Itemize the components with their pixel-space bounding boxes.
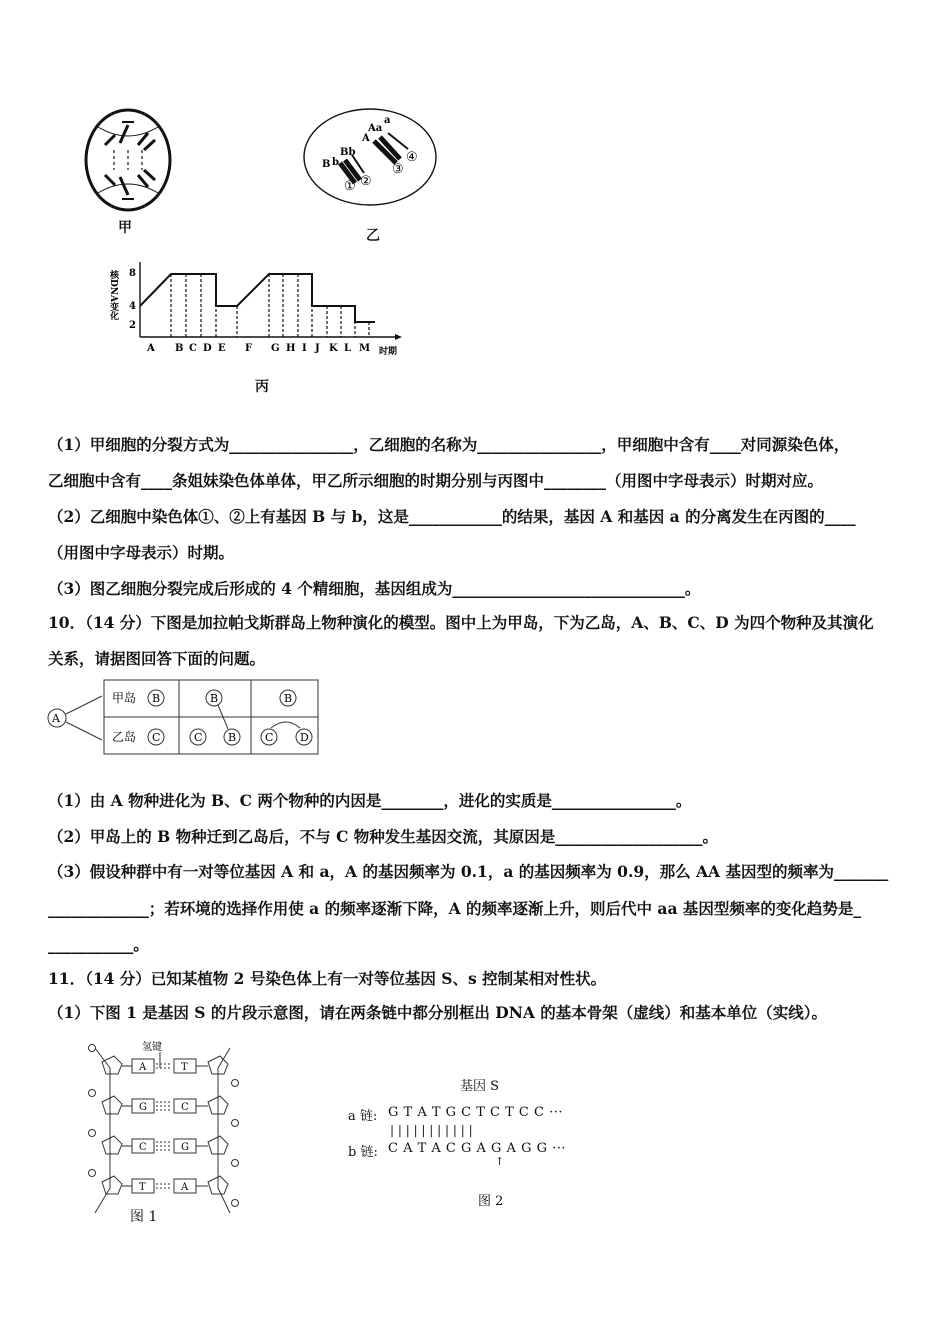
q10-line-2: 关系，请据图回答下面的问题。 bbox=[48, 649, 266, 668]
base-label: G bbox=[139, 1102, 147, 1113]
base-label: G bbox=[181, 1142, 189, 1153]
x-tick: G bbox=[271, 343, 280, 354]
x-tick: A bbox=[147, 343, 155, 354]
x-ticks bbox=[146, 343, 370, 354]
q10-line-3: （1）由 A 物种进化为 B、C 两个物种的内因是________，进化的实质是________________。 bbox=[48, 791, 692, 810]
base-label: T bbox=[139, 1182, 146, 1193]
island-diagram bbox=[42, 678, 322, 758]
figure-2-gene-s bbox=[340, 1075, 600, 1215]
chromosome-number: ② bbox=[360, 174, 372, 189]
q9-line-4: （用图中字母表示）时期。 bbox=[48, 543, 235, 562]
cell-jia-drawing bbox=[80, 105, 180, 215]
y-tick: 4 bbox=[129, 301, 136, 312]
x-tick: C bbox=[189, 343, 197, 354]
dna-graph bbox=[105, 262, 415, 367]
strand-b-label: b 链: bbox=[348, 1145, 378, 1160]
gene-label: Bb bbox=[340, 147, 356, 158]
x-tick: M bbox=[359, 343, 371, 354]
q9-line-3: （2）乙细胞中染色体①、②上有基因 B 与 b，这是____________的结果，基因 A 和基因 a 的分离发生在丙图的____ bbox=[48, 507, 856, 526]
q11-line-2: （1）下图 1 是基因 S 的片段示意图，请在两条链中都分别框出 DNA 的基本骨架（虚线）和基本单位（实线）。 bbox=[48, 1003, 828, 1022]
x-tick: E bbox=[218, 343, 226, 354]
dna-curve bbox=[140, 274, 375, 322]
chromosome-number: ① bbox=[344, 179, 356, 194]
q10-line-7: ___________。 bbox=[48, 935, 149, 954]
hbond-label: 氢键 bbox=[142, 1042, 162, 1053]
base-label: A bbox=[181, 1182, 189, 1193]
species-node: B bbox=[284, 692, 293, 705]
figure-yi bbox=[300, 105, 440, 245]
gene-label: b bbox=[332, 157, 339, 168]
figure-yi-label: 乙 bbox=[366, 228, 380, 244]
figure-jia bbox=[80, 105, 180, 240]
q9-line-5: （3）图乙细胞分裂完成后形成的 4 个精细胞，基因组成为______________________________。 bbox=[48, 579, 701, 598]
figure-bing-label: 丙 bbox=[255, 379, 269, 395]
species-node: B bbox=[152, 692, 161, 705]
figure-1-dna-fragment bbox=[80, 1038, 250, 1228]
chromosome-number: ④ bbox=[406, 150, 418, 165]
island-label: 乙岛 bbox=[112, 730, 137, 744]
pairing-bars: | | | | | | | | | | | bbox=[390, 1123, 473, 1137]
species-node: B bbox=[210, 692, 219, 705]
mutation-arrow: ↑ bbox=[495, 1155, 505, 1168]
strand-b-sequence: C A T A C G A G A G G ··· bbox=[388, 1141, 567, 1156]
figure-1-caption: 图 1 bbox=[130, 1209, 158, 1225]
base-label: A bbox=[139, 1062, 147, 1073]
q10-line-4: （2）甲岛上的 B 物种迁到乙岛后，不与 C 物种发生基因交流，其原因是___________________。 bbox=[48, 827, 719, 846]
y-tick: 8 bbox=[129, 268, 136, 279]
gene-label: a bbox=[384, 115, 391, 126]
x-tick: F bbox=[245, 343, 253, 354]
gene-s-title: 基因 S bbox=[460, 1079, 500, 1094]
base-label: C bbox=[139, 1142, 147, 1153]
species-node: C bbox=[152, 731, 161, 744]
q11-line-1: 11．（14 分）已知某植物 2 号染色体上有一对等位基因 S、s 控制某相对性状。 bbox=[48, 969, 607, 988]
x-tick: D bbox=[203, 343, 212, 354]
island-label: 甲岛 bbox=[112, 691, 137, 705]
x-tick: B bbox=[175, 343, 184, 354]
gene-label: B bbox=[322, 159, 331, 170]
gene-label: Aa bbox=[368, 123, 383, 134]
q10-line-1: 10．（14 分）下图是加拉帕戈斯群岛上物种演化的模型。图中上为甲岛，下为乙岛，A、B、C、D 为四个物种及其演化 bbox=[48, 613, 874, 632]
y-tick: 2 bbox=[129, 320, 136, 331]
chromosome-number: ③ bbox=[392, 162, 404, 177]
strand-a-label: a 链: bbox=[348, 1109, 378, 1124]
q10-line-5: （3）假设种群中有一对等位基因 A 和 a，A 的基因频率为 0.1，a 的基因频率为 0.9，那么 AA 基因型的频率为_______ bbox=[48, 862, 889, 881]
species-node: A bbox=[52, 712, 60, 725]
graph-xlabel: 时期 bbox=[379, 347, 398, 357]
dna-fragment-svg bbox=[80, 1038, 250, 1228]
x-tick: J bbox=[315, 343, 320, 354]
species-node: D bbox=[300, 731, 309, 744]
strand-a-sequence: G T A T G C T C T C C ··· bbox=[388, 1105, 563, 1120]
graph-ylabel: 核DNA变化 bbox=[108, 270, 118, 321]
q10-line-6: _____________；若环境的选择作用使 a 的频率逐渐下降，A 的频率逐渐上升，则后代中 aa 基因型频率的变化趋势是_ bbox=[48, 899, 862, 918]
cell-yi-drawing bbox=[300, 105, 440, 215]
figure-2-caption: 图 2 bbox=[478, 1194, 504, 1209]
base-label: T bbox=[181, 1062, 188, 1073]
island-diagram-svg bbox=[42, 678, 322, 758]
x-tick: L bbox=[344, 343, 352, 354]
species-node: C bbox=[194, 731, 203, 744]
figure-jia-label: 甲 bbox=[118, 220, 132, 236]
x-tick: I bbox=[302, 343, 307, 354]
species-node: C bbox=[265, 731, 274, 744]
base-label: C bbox=[181, 1102, 189, 1113]
q9-line-1: （1）甲细胞的分裂方式为________________，乙细胞的名称为________________，甲细胞中含有____对同源染色体， bbox=[48, 435, 850, 454]
x-tick: H bbox=[286, 343, 296, 354]
gene-label: A bbox=[362, 133, 370, 144]
figure-bing bbox=[105, 262, 415, 397]
species-node: B bbox=[228, 731, 237, 744]
q9-line-2: 乙细胞中含有____条姐妹染色体单体，甲乙所示细胞的时期分别与丙图中________（用图中字母表示）时期对应。 bbox=[48, 471, 824, 490]
x-tick: K bbox=[329, 343, 338, 354]
